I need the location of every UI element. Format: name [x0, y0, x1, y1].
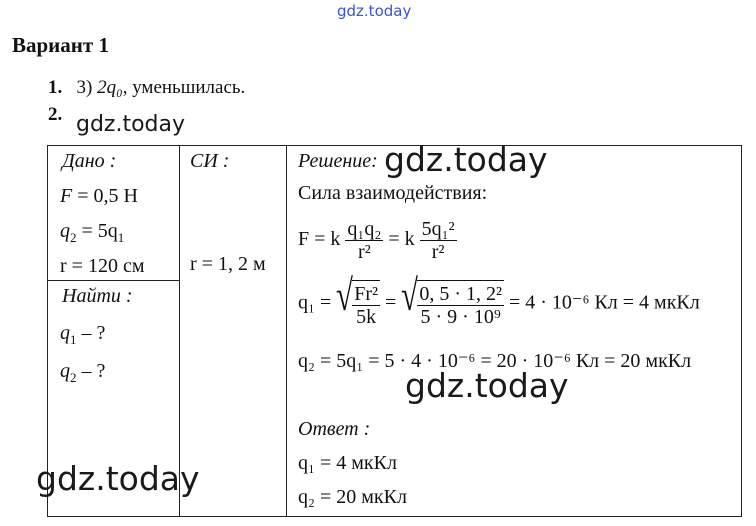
given-distance: r = 120 см [60, 255, 145, 277]
given-charge-relation: $q_2 = 5q_1$ [60, 220, 125, 245]
solution-force-text: Сила взаимодействия: [298, 182, 488, 204]
item-1 [48, 77, 245, 99]
item-2-number: 2. [48, 104, 63, 125]
given-force: F = 0,5 Н [60, 185, 138, 207]
item-1-value: 2q₀ [97, 77, 123, 98]
watermark-3: gdz.today [405, 366, 569, 405]
item-1-number: 1. [48, 77, 63, 98]
watermark-1: gdz.today [76, 112, 186, 137]
answer-title: Ответ : [298, 418, 371, 440]
watermark-4: gdz.today [36, 459, 200, 498]
find-title: Найти : [62, 285, 133, 307]
solution-equation-1: F = k $\frac{\text{q₁q₂}}{\text{r²}}$ = k $\frac{\text{5q₁²}}{\text{r²}}$ [298, 218, 455, 263]
given-find-divider [48, 280, 179, 281]
solution-title: Решение: [298, 150, 378, 172]
item-1-rest: , уменьшилась. [122, 77, 246, 98]
given-title: Дано : [62, 150, 117, 172]
watermark-2: gdz.today [384, 140, 548, 179]
si-title: СИ : [190, 150, 230, 172]
column-divider-2 [286, 146, 287, 516]
watermark-top: gdz.today [337, 2, 412, 20]
variant-title: Вариант 1 [12, 33, 109, 57]
solution-equation-3: q₂ = 5q₁ = 5 · 4 · 10⁻⁶ = 20 · 10⁻⁶ Кл = 20 мкКл [298, 350, 692, 372]
find-q2: $q_2$ – ? [60, 360, 106, 385]
answer-q1: q₁ = 4 мкКл [298, 452, 397, 474]
item-1-choice: 3) [76, 77, 93, 98]
solution-equation-2: q₁ = √ $\frac{\text{Fr²}}{5k}$ = √ $\frac{\text{0, 5 · 1, 2²}}{\text{5 · 9 · 10⁹}}$ = 4 · 10⁻⁶ Кл = 4 мкКл [298, 271, 700, 328]
answer-q2: q₂ = 20 мкКл [298, 486, 407, 508]
si-distance: r = 1, 2 м [190, 253, 266, 275]
find-q1: $q_1$ – ? [60, 322, 106, 347]
